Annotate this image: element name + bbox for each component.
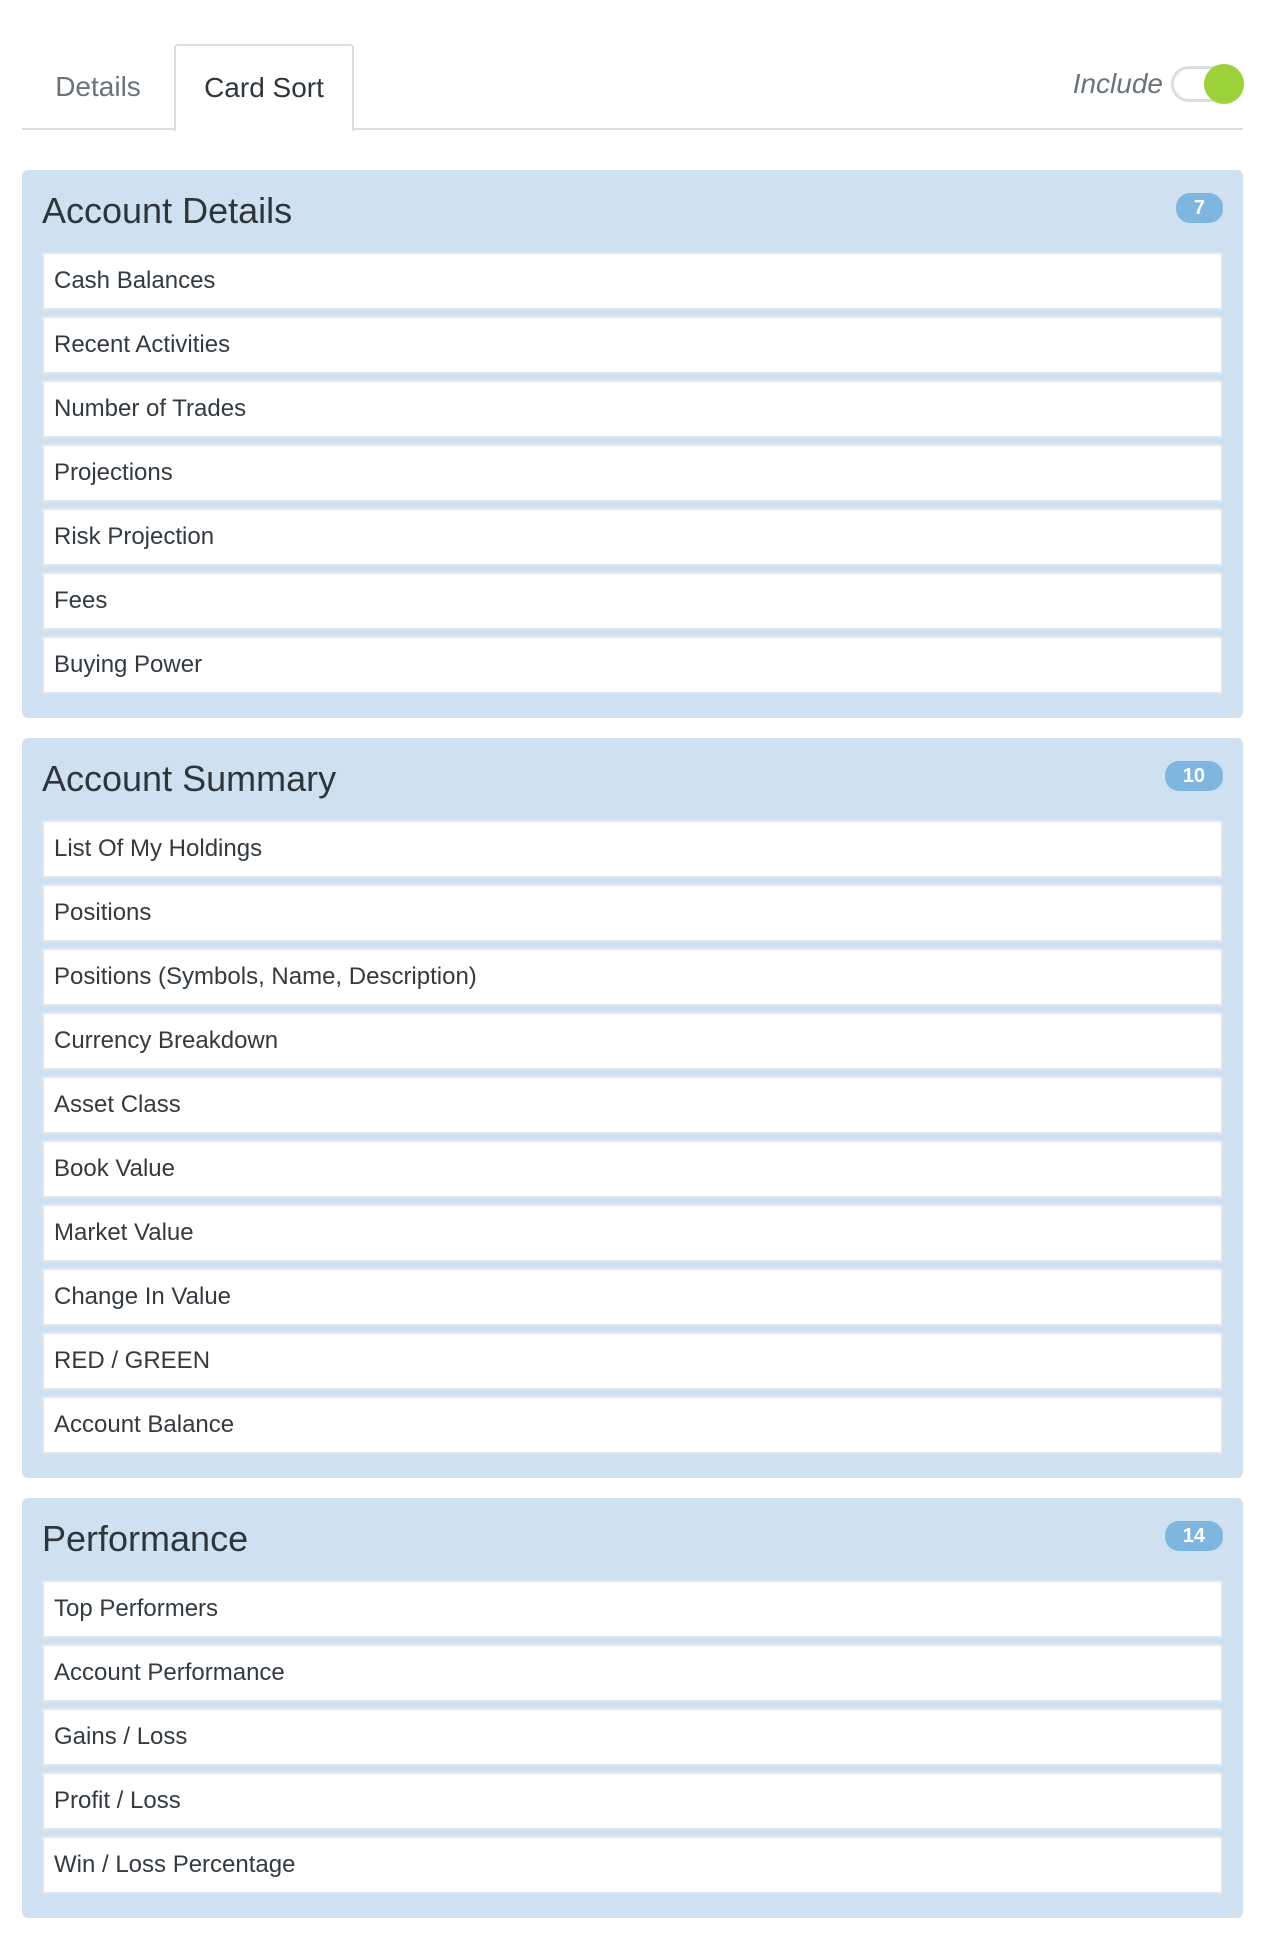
sort-card[interactable]: Cash Balances (42, 252, 1223, 310)
sort-card[interactable]: Recent Activities (42, 316, 1223, 374)
sort-card[interactable]: Number of Trades (42, 380, 1223, 438)
sort-card[interactable]: Projections (42, 444, 1223, 502)
sort-card[interactable]: RED / GREEN (42, 1332, 1223, 1390)
sort-card[interactable]: Profit / Loss (42, 1772, 1223, 1830)
group-title: Performance (42, 1518, 249, 1559)
sort-card[interactable]: Account Performance (42, 1644, 1223, 1702)
sort-card[interactable]: Top Performers (42, 1580, 1223, 1638)
group-title: Account Summary (42, 758, 337, 799)
sort-card[interactable]: Asset Class (42, 1076, 1223, 1134)
include-label: Include (1072, 68, 1163, 99)
group-performance (22, 1498, 1243, 1918)
group-account-details (22, 170, 1243, 718)
sort-card[interactable]: Fees (42, 572, 1223, 630)
sort-card[interactable]: Positions (42, 884, 1223, 942)
tab-card-sort[interactable]: Card Sort (174, 44, 354, 132)
include-toggle[interactable] (1171, 66, 1243, 102)
count-badge: 14 (1165, 1521, 1223, 1551)
sort-card[interactable]: Win / Loss Percentage (42, 1836, 1223, 1894)
group-header (42, 738, 1223, 820)
sort-card[interactable]: Positions (Symbols, Name, Description) (42, 948, 1223, 1006)
sort-card[interactable]: Account Balance (42, 1396, 1223, 1454)
sort-card[interactable]: Change In Value (42, 1268, 1223, 1326)
sort-card[interactable]: Market Value (42, 1204, 1223, 1262)
toggle-knob (1204, 64, 1244, 104)
include-control (1073, 62, 1243, 106)
group-title: Account Details (42, 190, 293, 231)
count-badge: 10 (1165, 761, 1223, 791)
tab-bar (22, 0, 1243, 130)
sort-card[interactable]: List Of My Holdings (42, 820, 1223, 878)
sort-card[interactable]: Gains / Loss (42, 1708, 1223, 1766)
group-header (42, 1498, 1223, 1580)
sort-card[interactable]: Risk Projection (42, 508, 1223, 566)
sort-card[interactable]: Book Value (42, 1140, 1223, 1198)
card-groups (22, 170, 1243, 1938)
sort-card[interactable]: Currency Breakdown (42, 1012, 1223, 1070)
group-header (42, 170, 1223, 252)
count-badge: 7 (1176, 193, 1223, 223)
sort-card[interactable]: Buying Power (42, 636, 1223, 694)
group-account-summary (22, 738, 1243, 1478)
tab-details[interactable]: Details (55, 71, 141, 102)
